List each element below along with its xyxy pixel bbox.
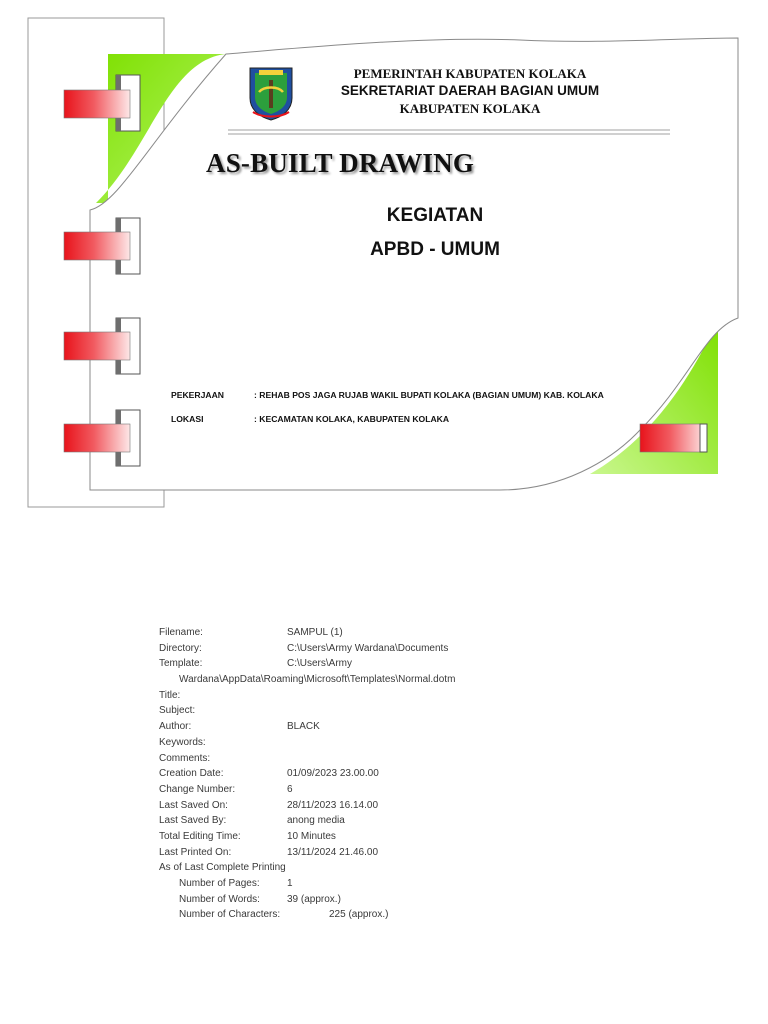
template-value-continued: Wardana\AppData\Roaming\Microsoft\Templates\Normal.dotm xyxy=(179,674,456,686)
template-value: C:\Users\Army xyxy=(287,658,352,670)
document-title: AS-BUILT DRAWING xyxy=(206,148,475,178)
author-value: BLACK xyxy=(287,721,320,733)
filename-label: Filename: xyxy=(159,627,203,638)
number-of-characters-value: 225 (approx.) xyxy=(329,909,389,921)
pekerjaan-value: : REHAB POS JAGA RUJAB WAKIL BUPATI KOLAKA (BAGIAN UMUM) KAB. KOLAKA xyxy=(254,390,604,400)
creation-date-label: Creation Date: xyxy=(159,768,224,780)
kegiatan-label: KEGIATAN xyxy=(386,205,484,226)
last-saved-on-value: 28/11/2023 16.14.00 xyxy=(287,799,379,811)
header-line-2: SEKRETARIAT DAERAH BAGIAN UMUM xyxy=(340,83,600,98)
pekerjaan-label: PEKERJAAN xyxy=(171,390,225,400)
last-printed-on-label: Last Printed On: xyxy=(159,846,232,858)
template-label: Template: xyxy=(159,658,203,670)
creation-date-value: 01/09/2023 23.00.00 xyxy=(287,768,379,780)
number-of-pages-label: Number of Pages: xyxy=(179,878,260,889)
keywords-label: Keywords: xyxy=(159,736,206,748)
header-line-1: PEMERINTAH KABUPATEN KOLAKA xyxy=(353,66,587,81)
comments-label: Comments: xyxy=(159,752,211,764)
as-of-last-printing-label: As of Last Complete Printing xyxy=(159,862,286,874)
apbd-label: APBD - UMUM xyxy=(370,239,500,260)
number-of-characters-label: Number of Characters: xyxy=(179,909,281,921)
author-label: Author: xyxy=(159,721,192,733)
header-line-3: KABUPATEN KOLAKA xyxy=(399,101,541,116)
directory-value: C:\Users\Army Wardana\Documents xyxy=(287,642,449,654)
number-of-pages-value: 1 xyxy=(287,878,293,889)
change-number-label: Change Number: xyxy=(159,783,236,795)
number-of-words-value: 39 (approx.) xyxy=(287,893,341,905)
total-editing-time-value: 10 Minutes xyxy=(287,830,336,842)
filename-value: SAMPUL (1) xyxy=(287,627,343,638)
last-saved-by-value: anong media xyxy=(287,815,345,827)
last-printed-on-value: 13/11/2024 21.46.00 xyxy=(287,846,379,858)
change-number-value: 6 xyxy=(287,783,293,795)
directory-label: Directory: xyxy=(159,642,202,654)
kolaka-emblem-icon xyxy=(250,68,292,120)
lokasi-label: LOKASI xyxy=(171,414,204,424)
last-saved-on-label: Last Saved On: xyxy=(159,799,228,811)
total-editing-time-label: Total Editing Time: xyxy=(159,830,241,842)
number-of-words-label: Number of Words: xyxy=(179,893,260,905)
last-saved-by-label: Last Saved By: xyxy=(159,815,227,827)
title-label: Title: xyxy=(159,689,181,701)
lokasi-value: : KECAMATAN KOLAKA, KABUPATEN KOLAKA xyxy=(254,414,450,424)
binder-tab-right xyxy=(640,424,707,452)
subject-label: Subject: xyxy=(159,705,196,717)
